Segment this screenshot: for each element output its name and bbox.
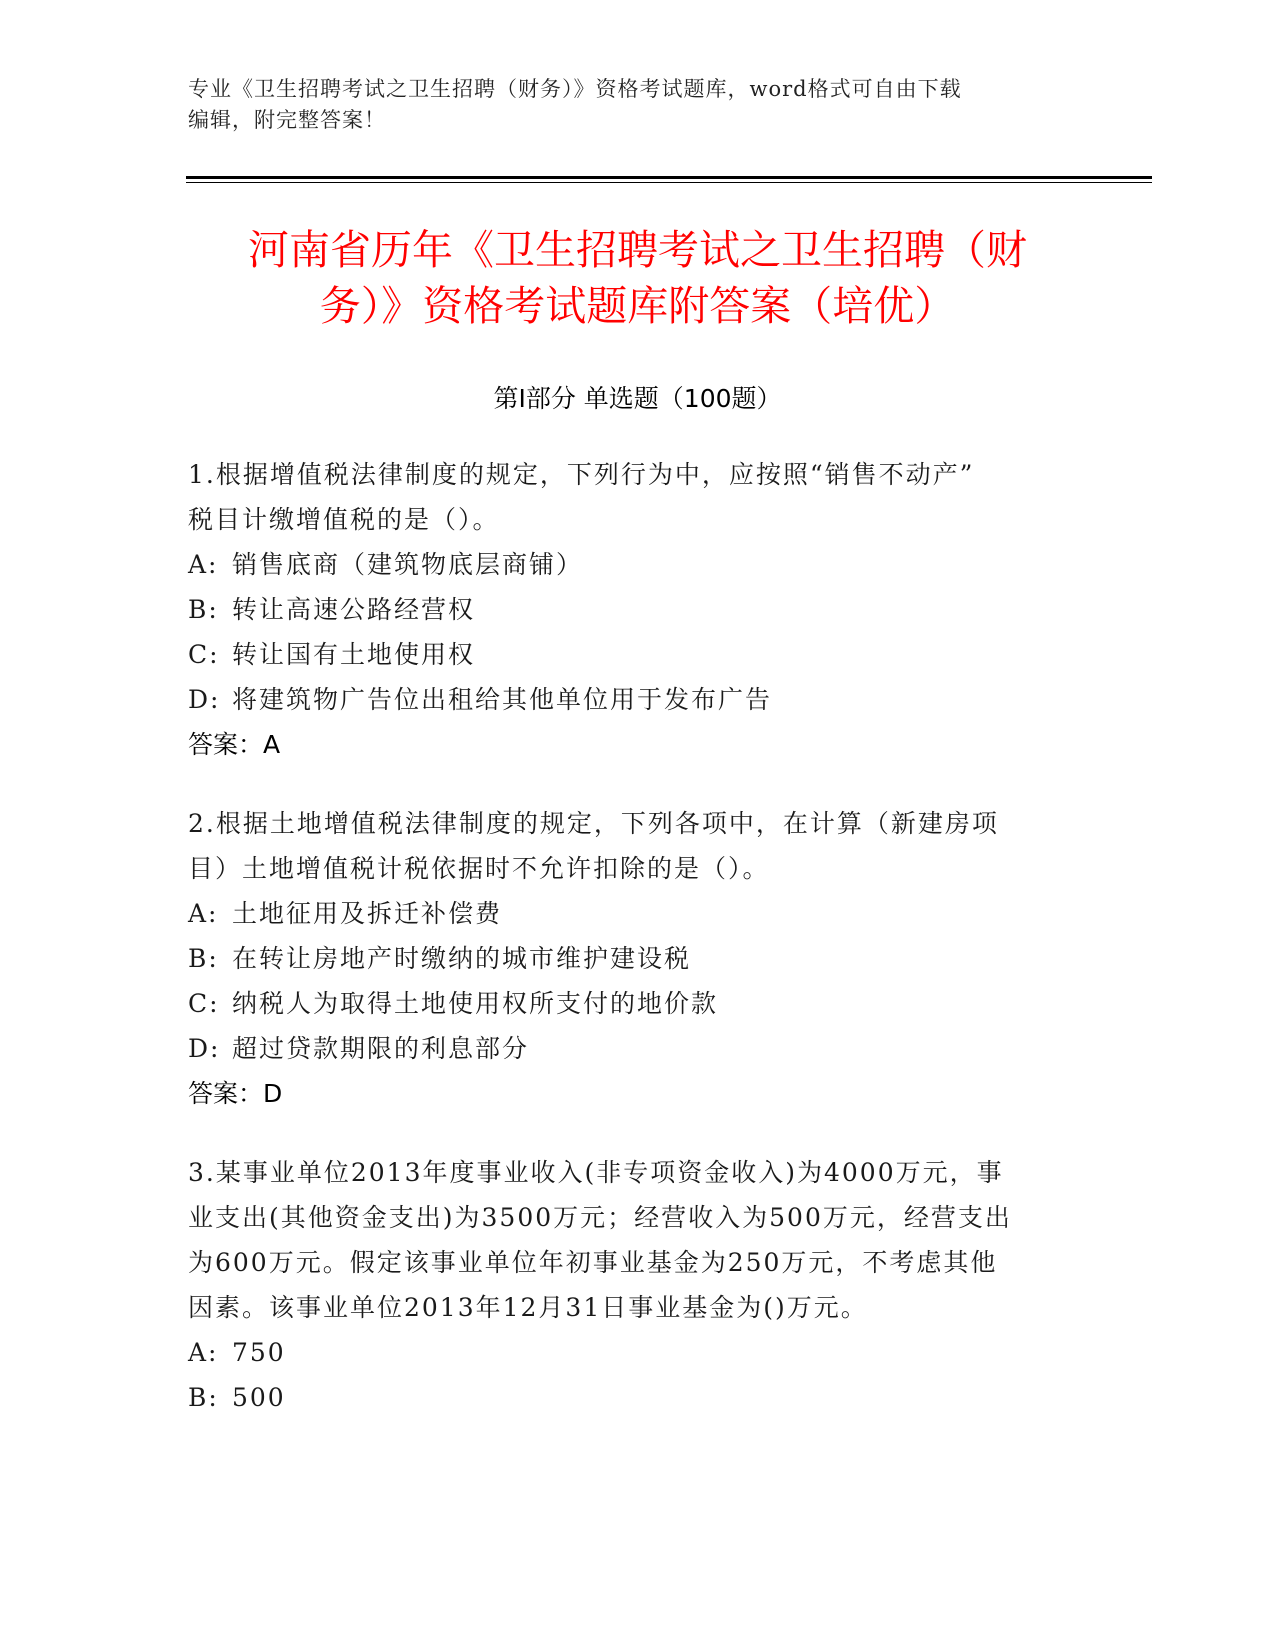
question-1-option-c	[188, 632, 1088, 677]
question-3-line-3: 为600万元。假定该事业单位年初事业基金为250万元，不考虑其他	[188, 1248, 998, 1277]
option-text: 土地征用及拆迁补偿费	[232, 899, 503, 928]
document-title	[150, 222, 1125, 334]
question-1-option-a	[188, 542, 1088, 587]
question-2	[188, 801, 1088, 1116]
option-text: 转让国有土地使用权	[232, 640, 476, 669]
header-divider-thin	[186, 182, 1152, 183]
option-letter: B:	[188, 944, 219, 973]
document-title-line-2: 务）》资格考试题库附答案（培优）	[319, 282, 956, 330]
question-2-line-1: 2.根据土地增值税法律制度的规定，下列各项中，在计算（新建房项	[188, 809, 999, 838]
header-note-line-2: 编辑，附完整答案！	[188, 108, 386, 132]
option-text: 纳税人为取得土地使用权所支付的地价款	[232, 989, 719, 1018]
option-text: 销售底商（建筑物底层商铺）	[232, 550, 584, 579]
document-title-line-1: 河南省历年《卫生招聘考试之卫生招聘（财	[248, 226, 1027, 274]
option-letter: A:	[188, 550, 219, 579]
option-text: 在转让房地产时缴纳的城市维护建设税	[232, 944, 692, 973]
option-letter: B:	[188, 595, 219, 624]
header-note	[188, 74, 1088, 136]
question-2-option-a	[188, 891, 1088, 936]
question-1-option-d	[188, 677, 1088, 722]
option-letter: C:	[188, 989, 220, 1018]
header-note-line-1: 专业《卫生招聘考试之卫生招聘（财务）》资格考试题库，word格式可自由下载	[188, 77, 962, 101]
option-letter: A:	[188, 899, 219, 928]
option-letter: D:	[188, 1034, 221, 1063]
option-letter: A:	[188, 1338, 219, 1367]
question-2-line-2: 目）土地增值税计税依据时不允许扣除的是（）。	[188, 854, 770, 883]
question-3-option-b	[188, 1375, 1088, 1420]
question-1-line-2: 税目计缴增值税的是（）。	[188, 505, 500, 534]
question-1	[188, 452, 1088, 767]
section-title: 第Ⅰ部分 单选题（100题）	[493, 384, 782, 413]
question-1-line-1: 1.根据增值税法律制度的规定，下列行为中，应按照“销售不动产”	[188, 460, 975, 489]
question-2-option-c	[188, 981, 1088, 1026]
question-2-option-b	[188, 936, 1088, 981]
option-letter: D:	[188, 685, 221, 714]
question-3-option-a	[188, 1330, 1088, 1375]
option-letter: C:	[188, 640, 220, 669]
question-3	[188, 1150, 1088, 1420]
question-3-line-4: 因素。该事业单位2013年12月31日事业基金为()万元。	[188, 1293, 868, 1322]
option-text: 将建筑物广告位出租给其他单位用于发布广告	[232, 685, 773, 714]
option-text: 超过贷款期限的利息部分	[232, 1034, 530, 1063]
question-1-option-b	[188, 587, 1088, 632]
option-letter: B:	[188, 1383, 219, 1412]
question-2-answer: 答案：D	[188, 1079, 283, 1108]
question-2-option-d	[188, 1026, 1088, 1071]
header-divider-thick	[186, 176, 1152, 179]
option-text: 750	[232, 1338, 286, 1367]
question-1-answer: 答案：A	[188, 730, 281, 759]
option-text: 500	[232, 1383, 286, 1412]
question-3-line-1: 3.某事业单位2013年度事业收入(非专项资金收入)为4000万元，事	[188, 1158, 1004, 1187]
option-text: 转让高速公路经营权	[232, 595, 476, 624]
question-3-line-2: 业支出(其他资金支出)为3500万元；经营收入为500万元，经营支出	[188, 1203, 1012, 1232]
